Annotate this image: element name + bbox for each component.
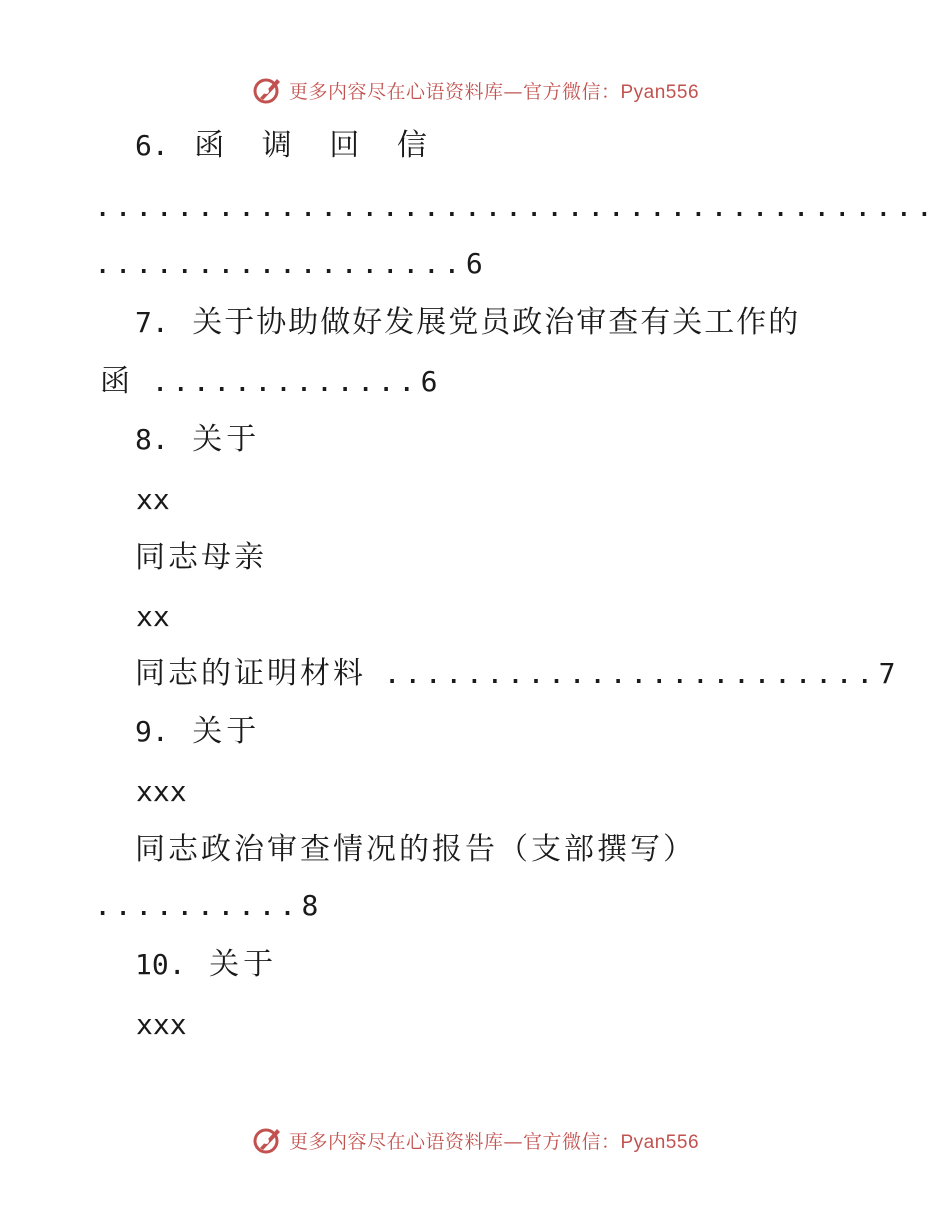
footer-watermark — [0, 1120, 950, 1160]
toc-item-10-number: 10. — [135, 948, 186, 981]
toc-item-8-line — [135, 654, 896, 697]
toc-item-7-title-line2: 函 — [100, 364, 130, 399]
toc-item-6-heading — [135, 126, 441, 166]
toc-item-8-title-a: 关于 — [192, 422, 261, 457]
toc-item-6-number: 6. — [135, 129, 169, 162]
watermark-prefix: 更多内容尽在心语资料库—官方微信： — [288, 1130, 621, 1153]
toc-item-8-name-2: xx — [136, 600, 170, 633]
quill-seal-icon — [251, 74, 283, 106]
toc-item-7-title-line1: 关于协助做好发展党员政治审查有关工作的 — [192, 305, 801, 340]
watermark-text — [289, 1127, 699, 1154]
watermark-handle: Pyan556 — [620, 81, 700, 103]
toc-item-7-leader: ............. — [153, 372, 421, 397]
toc-item-7-continuation — [100, 362, 438, 405]
toc-item-8-name-1: xx — [136, 483, 170, 516]
toc-item-8-title-c: 同志的证明材料 — [135, 656, 366, 691]
toc-item-6-title: 函 调 回 信 — [194, 128, 441, 163]
toc-item-6-page: 6 — [465, 247, 483, 280]
toc-item-8-leader: ........................ — [385, 664, 879, 689]
toc-item-6-leader-2: .................. — [96, 254, 466, 279]
toc-item-9-heading — [135, 712, 260, 752]
watermark-text — [289, 77, 699, 104]
toc-item-6-leader-line — [96, 244, 483, 287]
toc-item-7-heading — [135, 303, 800, 343]
toc-item-8-number: 8. — [135, 423, 169, 456]
toc-item-8-heading — [135, 420, 260, 460]
quill-seal-icon — [251, 1124, 283, 1156]
toc-item-9-page: 8 — [301, 889, 319, 922]
toc-item-10-name: xxx — [136, 1008, 187, 1041]
toc-item-9-number: 9. — [135, 715, 169, 748]
toc-item-9-leader: .......... — [96, 896, 302, 921]
toc-item-10-heading — [135, 945, 277, 985]
toc-item-8-title-b: 同志母亲 — [135, 540, 267, 575]
toc-item-8-page: 7 — [878, 657, 896, 690]
header-watermark — [0, 70, 950, 110]
toc-item-9-name: xxx — [136, 775, 187, 808]
watermark-prefix: 更多内容尽在心语资料库—官方微信： — [288, 80, 621, 103]
toc-item-9-leader-line — [96, 886, 318, 929]
toc-item-7-number: 7. — [135, 306, 169, 339]
toc-item-9-title-b: 同志政治审查情况的报告（支部撰写） — [135, 832, 696, 867]
toc-item-6-leader-1: ......................................... — [96, 197, 939, 222]
toc-item-10-title-a: 关于 — [209, 947, 278, 982]
toc-item-7-page: 6 — [420, 365, 438, 398]
watermark-handle: Pyan556 — [620, 1131, 700, 1153]
toc-item-9-title-a: 关于 — [192, 714, 261, 749]
